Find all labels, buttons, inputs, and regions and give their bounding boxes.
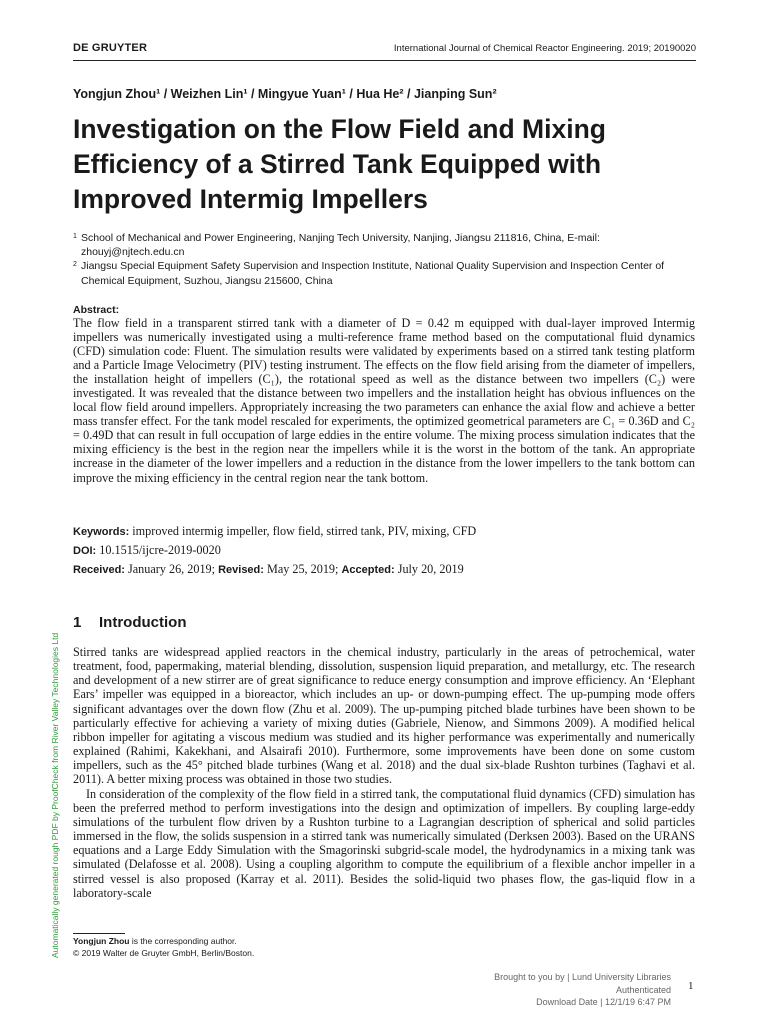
page-number: 1 [688, 980, 694, 992]
affiliation-number: 1 [73, 233, 77, 240]
publisher-name: DE GRUYTER [73, 42, 148, 54]
download-stamp-line: Download Date | 12/1/19 6:47 PM [536, 997, 671, 1007]
accepted-label: Accepted: [341, 564, 395, 576]
affiliation-2 [73, 259, 693, 287]
download-stamp [494, 971, 671, 1009]
received-label: Received: [73, 564, 125, 576]
paragraph: In consideration of the complexity of the flow field in a stirred tank, the computational fluid dynamics (CFD) simulation has been the preferred method to perform investigations into the design and optimization of impellers. By coupling large-eddy simulations of the turbulent flow driven by a Rushton turbine to a Lagrangian description of spherical and solid particles immersed in the flow, the solids suspension in a stirred tank was numerically simulated (Derksen 2003). Based on the URANS equations and a Large Eddy Simulation with the Smagorinski subgrid-scale model, the hydrodynamics in a mixing tank was simulated (Delafosse et al. 2008). Using a coupling algorithm to compute the equilibrium of a flexible anchor impeller in a stirred vessel is also proposed (Karray et al. 2011). Besides the solid-liquid two phases flow, the gas-liquid flow in a laboratory-scale [73, 786, 695, 900]
section-title: Introduction [99, 614, 187, 631]
dates-line [73, 562, 695, 577]
affiliation-text: School of Mechanical and Power Engineering, Nanjing Tech University, Nanjing, Jiangsu 211816, China, E-mail: zhouyj@njtech.edu.cn [81, 232, 600, 259]
corresponding-author-note [73, 936, 254, 948]
doi-value[interactable]: 10.1515/ijcre-2019-0020 [99, 543, 221, 557]
keywords-value: improved intermig impeller, flow field, stirred tank, PIV, mixing, CFD [132, 524, 477, 538]
accepted-date: July 20, 2019 [397, 562, 464, 576]
affiliations [73, 231, 693, 288]
abstract-heading: Abstract: [73, 304, 120, 316]
affiliation-number: 2 [73, 261, 77, 269]
journal-citation: International Journal of Chemical Reactor Engineering. 2019; 20190020 [393, 43, 696, 54]
copyright-note: © 2019 Walter de Gruyter GmbH, Berlin/Boston. [73, 947, 255, 958]
footnote-divider [73, 933, 125, 934]
footnotes [73, 936, 254, 959]
author-list: Yongjun Zhou¹ / Weizhen Lin¹ / Mingyue Yuan¹ / Hua He² / Jianping Sun² [73, 87, 497, 101]
section-number: 1 [73, 614, 82, 631]
keywords-line [73, 524, 695, 539]
corresponding-author-name: Yongjun Zhou [73, 936, 130, 946]
corresponding-author-text: is the corresponding author. [129, 936, 237, 946]
affiliation-text: Jiangsu Special Equipment Safety Supervision and Inspection Institute, National Quality Supervision and Inspection Center of Chemical Equipment, Suzhou, Jiangsu 215600, China [81, 260, 665, 287]
paragraph: Stirred tanks are widespread applied reactors in the chemical industry, particularly in the areas of petrochemical, water treatment, food, papermaking, material blending, dissolution, suspension liquid preparation, and metallurgy, etc. The research and development of a new stirrer are of great significance to reduce energy consumption and improve efficiency. An ‘Elephant Ears’ impeller was equipped in a bioreactor, which includes an up- or down-pumping effect. The up-pumping mode offers significant advantages over the down flow (Zhu et al. 2009). The up-pumping pitched blade turbines have been shown to be particularly effective for achieving a variety of mixing duties (Gabriele, Nienow, and Simmons 2009). A modified helical ribbon impeller for agitating a viscous medium was studied and its higher performance was experimentally and numerically explained (Rahimi, Kakekhani, and Alsairafi 2010). Furthermore, some improvements have been done on some custom impellers, such as the 45° pitched blade turbines (Wang et al. 2018) and the dual six-blade Rushton turbines (Taghavi et al. 2011). A better mixing process was obtained in those two studies. [73, 645, 695, 787]
revised-date: May 25, 2019; [266, 562, 339, 576]
download-stamp-line: Brought to you by | Lund University Libraries [494, 972, 671, 982]
paper-title: Investigation on the Flow Field and Mixing Efficiency of a Stirred Tank Equipped with Improved Intermig Impellers [73, 114, 606, 214]
header-divider [73, 60, 696, 61]
keywords-label: Keywords: [73, 526, 130, 538]
affiliation-1 [73, 231, 693, 259]
abstract-text: The flow field in a transparent stirred tank with a diameter of D = 0.42 m equipped with dual-layer improved Intermig impellers was numerically investigated using a multi-reference frame method based on the computational fluid dynamics (CFD) simulation code: Fluent. The simulation results were validated by experiments based on a stirred tank testing platform and a Particle Image Velocimetry (PIV) testing instrument. The effects on the flow field arising from the diameter of impellers, the installation height of impellers (C₁), the rotational speed as well as the distance between two impellers (C₂) were investigated. It was revealed that the distance between two impellers and the installation height has obvious influences on the local flow field around impellers. Appropriately increasing the two parameters can enhance the axial flow and achieve a better mass transfer effect. For the tank model rescaled for experiments, the optimized geometrical parameters are C₁ = 0.36D and C₂ = 0.49D that can result in full occupation of large eddies in the entire volume. The mixing process simulation indicates that the mixing efficiency is the best in the region near the impellers while it is the worst in the bottom of the tank. An appropriate increase in the diameter of the lower impellers and a reduction in the distance from the lower impellers to the tank bottom can improve the mixing efficiency in the central region near the tank bottom. [73, 316, 695, 485]
received-date: January 26, 2019; [128, 562, 216, 576]
revised-label: Revised: [218, 564, 264, 576]
doi-label: DOI: [73, 545, 97, 557]
page-header [73, 42, 696, 60]
doi-line [73, 543, 695, 558]
download-stamp-line: Authenticated [615, 984, 671, 995]
introduction-body [73, 645, 695, 900]
side-watermark: Automatically generated rough PDF by ProofCheck from River Valley Technologies Ltd [50, 632, 60, 958]
